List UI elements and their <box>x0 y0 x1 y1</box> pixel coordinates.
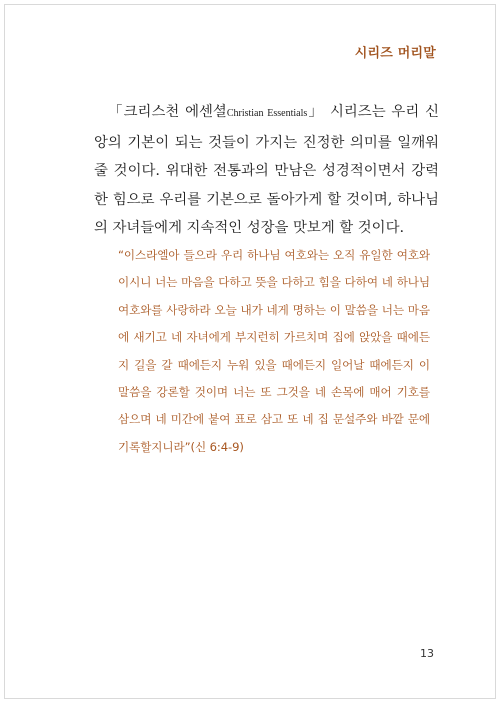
preface-text: 시리즈는 우리 신앙의 기본이 되는 것들이 가지는 진정한 의미를 일깨워 줄 것이다. 위대한 전통과의 만남은 성경적이면서 강력한 힘으로 우리를 기본으로 돌아가게 할 것이며, 하나님의 자녀들에게 지속적인 성장을 맛보게 할 것이다. <box>94 104 439 236</box>
preface-paragraph <box>94 98 439 243</box>
series-name-english: Christian Essentials <box>226 108 308 119</box>
open-bracket: 「 <box>108 104 124 120</box>
quote-text: “이스라엘아 들으라 우리 하나님 여호와는 오직 유일한 여호와이시니 너는 마음을 다하고 뜻을 다하고 힘을 다하여 네 하나님 여호와를 사랑하라 오늘 내가 네게 명하는 이 말씀을 너는 마음에 새기고 네 자녀에게 부지런히 가르치며 집에 앉았을 때에든지 길을 갈 때에든지 누워 있을 때에든지 일어날 때에든지 이 말씀을 강론할 것이며 너는 또 그것을 네 손목에 매어 기호를 삼으며 네 미간에 붙여 표로 삼고 또 네 집 문설주와 바깥 문에 기록할지니라” <box>118 248 430 454</box>
running-header-title: 시리즈 머리말 <box>354 46 436 61</box>
close-bracket: 」 <box>307 104 325 120</box>
quote-reference: (신 6:4-9) <box>190 439 244 454</box>
quote-paragraph <box>118 242 430 461</box>
page-number: 13 <box>420 647 434 660</box>
series-name-korean: 크리스천 에센셜 <box>123 104 227 120</box>
scripture-quote <box>118 242 430 461</box>
series-preface-paragraph <box>94 98 439 243</box>
